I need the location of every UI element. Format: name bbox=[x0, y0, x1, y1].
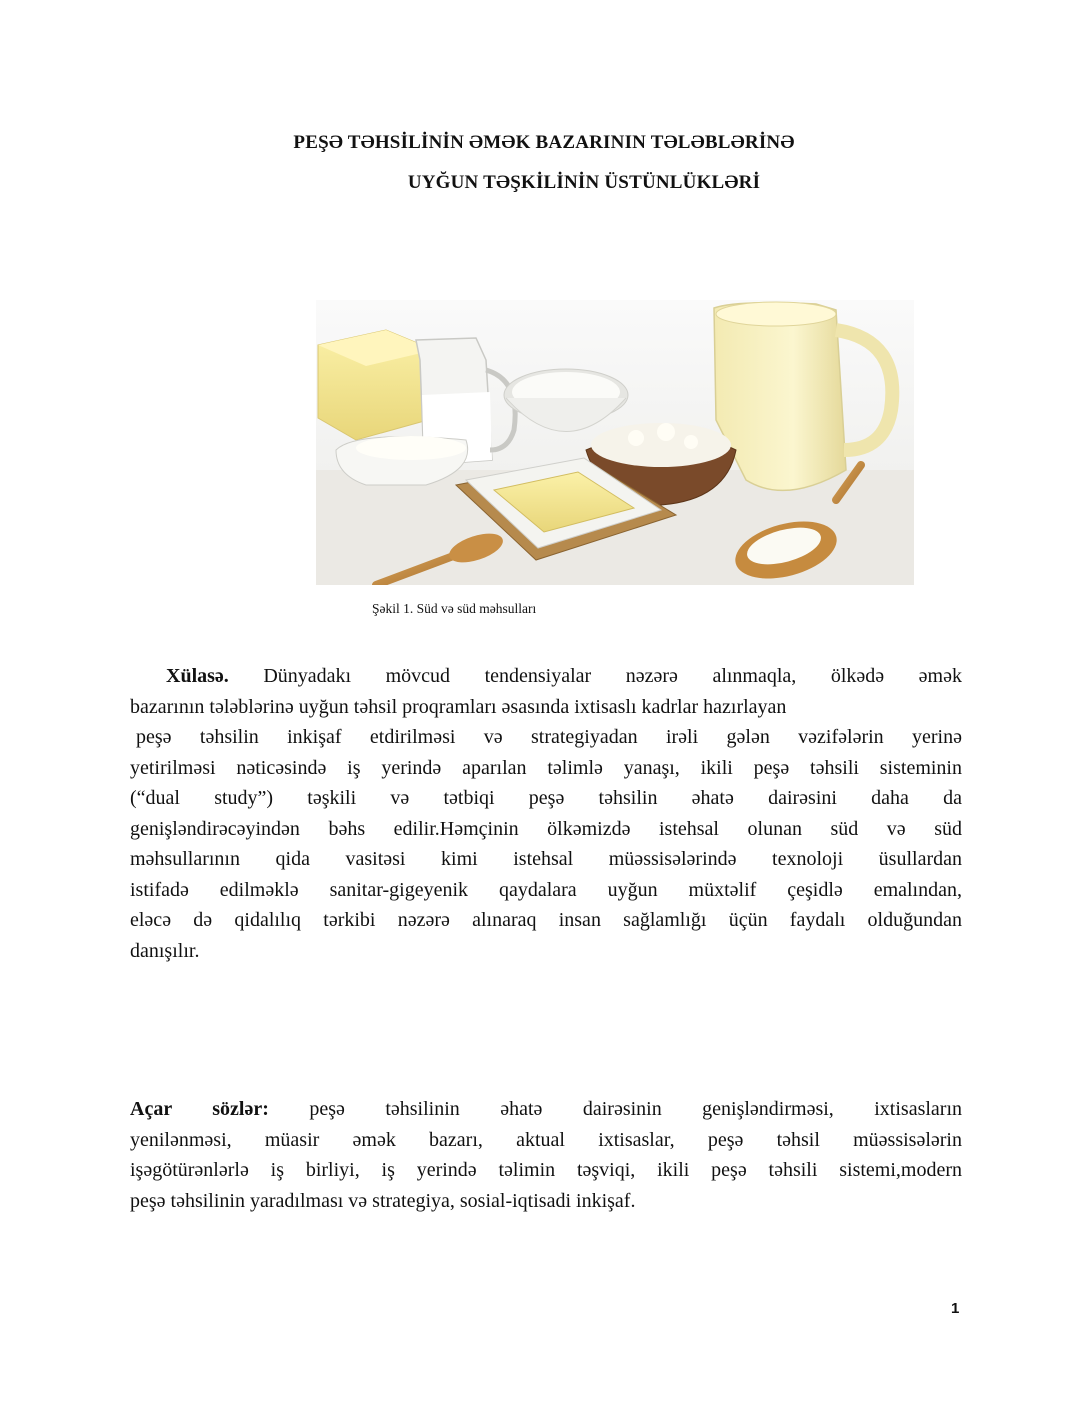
page-number: 1 bbox=[951, 1300, 960, 1317]
keywords-line-1: Açar sözlər: peşə təhsilinin əhatə dairəsinin genişləndirməsi, ixtisasların bbox=[130, 1098, 962, 1120]
document-title-line-2: UYĞUN TƏŞKİLİNİN ÜSTÜNLÜKLƏRİ bbox=[407, 172, 761, 193]
abstract-line-1: Xülasə. Dünyadakı mövcud tendensiyalar nəzərə alınmaqla, ölkədə əmək bbox=[166, 665, 962, 687]
abstract-line-3: peşə təhsilin inkişaf etdirilməsi və strategiyadan irəli gələn vəzifələrin yerinə bbox=[136, 726, 962, 748]
abstract-line-5: (“dual study”) təşkili və tətbiqi peşə təhsilin əhatə dairəsini daha da bbox=[130, 787, 962, 809]
abstract-line-4: yetirilməsi nəticəsində iş yerində aparılan təlimlə yanaşı, ikili peşə təhsili sisteminin bbox=[130, 756, 962, 779]
keywords-label: Açar sözlər: bbox=[130, 1098, 269, 1120]
abstract-line-9: eləcə də qidalılıq tərkibi nəzərə alınaraq insan sağlamlığı üçün faydalı olduğundan bbox=[130, 909, 962, 931]
abstract-line-10: danışılır. bbox=[130, 939, 200, 962]
keywords-paragraph bbox=[130, 1094, 962, 1216]
abstract-label: Xülasə. bbox=[166, 665, 229, 687]
document-title-line-1: PEŞƏ TƏHSİLİNİN ƏMƏK BAZARININ TƏLƏBLƏRİNƏ bbox=[293, 132, 795, 153]
abstract-line-6: genişləndirəcəyindən bəhs edilir.Həmçinin ölkəmizdə istehsal olunan süd və süd bbox=[130, 817, 962, 840]
abstract-line-7: məhsullarının qida vasitəsi kimi istehsal müəssisələrində texnoloji üsullardan bbox=[130, 848, 962, 870]
abstract-paragraph bbox=[130, 661, 962, 966]
figure-caption: Şəkil 1. Süd və süd məhsulları bbox=[372, 601, 537, 616]
abstract-line-8: istifadə edilməklə sanitar-gigeyenik qaydalara uyğun müxtəlif çeşidlə emalından, bbox=[130, 878, 962, 901]
keywords-line-3: işəgötürənlərlə iş birliyi, iş yerində təlimin təşviqi, ikili peşə təhsili sistemi,modern bbox=[130, 1159, 962, 1181]
dairy-products-illustration bbox=[316, 300, 914, 585]
abstract-line-2: bazarının tələblərinə uyğun təhsil proqramları əsasında ixtisaslı kadrlar hazırlayan bbox=[130, 695, 787, 718]
dairy-products-photo bbox=[316, 300, 914, 585]
keywords-line-2: yenilənməsi, müasir əmək bazarı, aktual ixtisaslar, peşə təhsil müəssisələrin bbox=[130, 1128, 962, 1151]
keywords-line-4: peşə təhsilinin yaradılması və strategiya, sosial-iqtisadi inkişaf. bbox=[130, 1189, 636, 1212]
